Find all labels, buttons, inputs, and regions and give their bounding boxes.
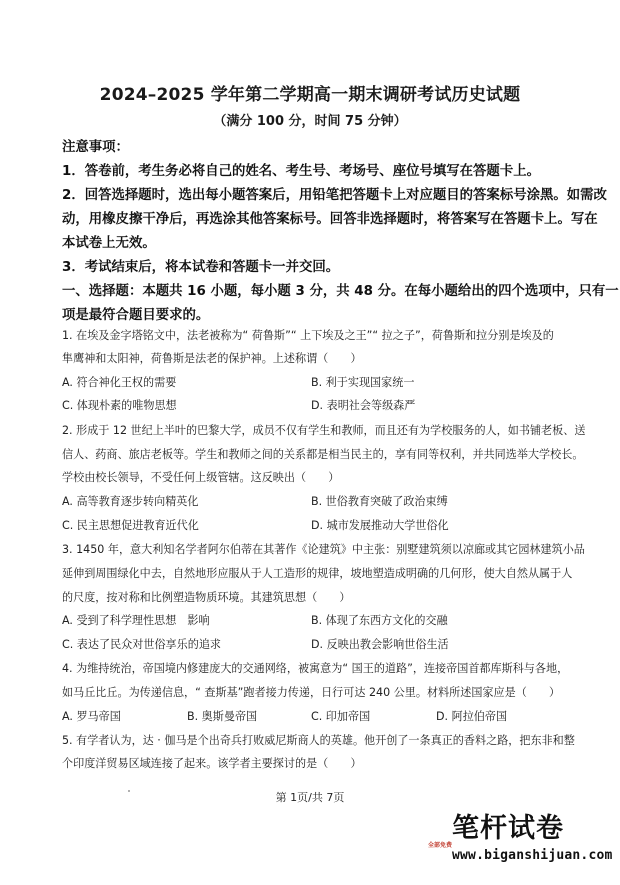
q3-option-c: C. 表达了民众对世俗享乐的追求 [62,638,222,651]
notice-item-2-line-2: 动，用橡皮擦干净后，再选涂其他答案标号。回答非选择题时，将答案写在答题卡上。写在 [62,212,598,227]
notice-item-1: 1．答卷前，考生务必将自己的姓名、考生号、考场号、座位号填写在答题卡上。 [62,164,540,179]
q3-option-a: A. 受到了科学理性思想 影响 [62,614,210,627]
notice-item-3: 3．考试结束后，将本试卷和答题卡一并交回。 [62,260,340,275]
q4-stem-line-1: 4. 为维持统治，帝国境内修建庞大的交通网络，被寓意为“ 国王的道路”，连接帝国首都库斯科与各地， [62,662,569,675]
q2-option-a: A. 高等教育逐步转向精英化 [62,495,199,508]
q3-option-d: D. 反映出教会影响世俗生活 [311,638,449,651]
section-1-line-2: 项是最符合题目要求的。 [62,308,210,323]
q4-option-b: B. 奥斯曼帝国 [187,710,258,723]
q4-option-d: D. 阿拉伯帝国 [436,710,508,723]
q4-option-a: A. 罗马帝国 [62,710,121,723]
watermark-url[interactable]: www.biganshijuan.com [452,848,613,863]
q2-option-b: B. 世俗教育突破了政治束缚 [311,495,448,508]
notice-item-2-line-1: 2．回答选择题时，选出每小题答案后，用铅笔把答题卡上对应题目的答案标号涂黑。如需改 [62,188,607,203]
q3-option-b: B. 体现了东西方文化的交融 [311,614,448,627]
q2-option-c: C. 民主思想促进教育近代化 [62,519,199,532]
exam-title: 2024–2025 学年第二学期高一期末调研考试历史试题 [99,85,521,105]
exam-subtitle: （满分 100 分，时间 75 分钟） [213,114,407,129]
q3-stem-line-2: 延伸到周围绿化中去，自然地形应服从于人工造形的规律，坡地塑造成明确的几何形，使大自然从属于人 [62,567,573,580]
q1-option-b: B. 利于实现国家统一 [311,376,415,389]
q1-stem-line-1: 1. 在埃及金字塔铭文中，法老被称为“ 荷鲁斯”“ 上下埃及之王”“ 拉之子”，荷鲁斯和拉分别是埃及的 [62,329,554,342]
q1-option-a: A. 符合神化王权的需要 [62,376,177,389]
q4-stem-line-2: 如马丘比丘。为传递信息，“ 查斯基”跑者接力传递，日行可达 240 公里。材料所述国家应是（ ） [62,686,561,699]
notice-item-2-line-3: 本试卷上无效。 [62,236,156,251]
q5-stem-line-2: 个印度洋贸易区域连接了起来。该学者主要探讨的是（ ） [62,757,362,770]
notice-heading: 注意事项： [62,140,129,155]
q2-option-d: D. 城市发展推动大学世俗化 [311,519,449,532]
q1-option-c: C. 体现朴素的唯物思想 [62,399,177,412]
q2-stem-line-1: 2. 形成于 12 世纪上半叶的巴黎大学，成员不仅有学生和教师，而且还有为学校服务的人，如书铺老板、送 [62,424,586,437]
watermark-logo-text: 笔杆试卷 [452,813,564,844]
q2-stem-line-2: 信人、药商、旅店老板等。学生和教师之间的关系都是相当民主的，享有同等权利，并共同选举大学校长。 [62,448,584,461]
q5-stem-line-1: 5. 有学者认为，达 · 伽马是个出奇兵打败威尼斯商人的英雄。他开创了一条真正的香料之路，把东非和整 [62,734,575,747]
q3-stem-line-3: 的尺度，按对称和比例塑造物质环境。其建筑思想（ ） [62,591,351,604]
page-footer: 第 1页/共 7页 [275,791,345,804]
q2-stem-line-3: 学校由校长领导，不受任何上级管辖。这反映出（ ） [62,471,340,484]
q1-option-d: D. 表明社会等级森严 [311,399,416,412]
q4-option-c: C. 印加帝国 [311,710,371,723]
section-1-line-1: 一、选择题：本题共 16 小题，每小题 3 分，共 48 分。在每小题给出的四个选项中，只有一 [62,284,619,299]
watermark-small-label: 全部免费 [428,842,453,849]
q1-stem-line-2: 隼鹰神和太阳神，荷鲁斯是法老的保护神。上述称谓（ ） [62,352,362,365]
q3-stem-line-1: 3. 1450 年，意大利知名学者阿尔伯蒂在其著作《论建筑》中主张：别墅建筑须以凉廊或其它园林建筑小品 [62,543,585,556]
